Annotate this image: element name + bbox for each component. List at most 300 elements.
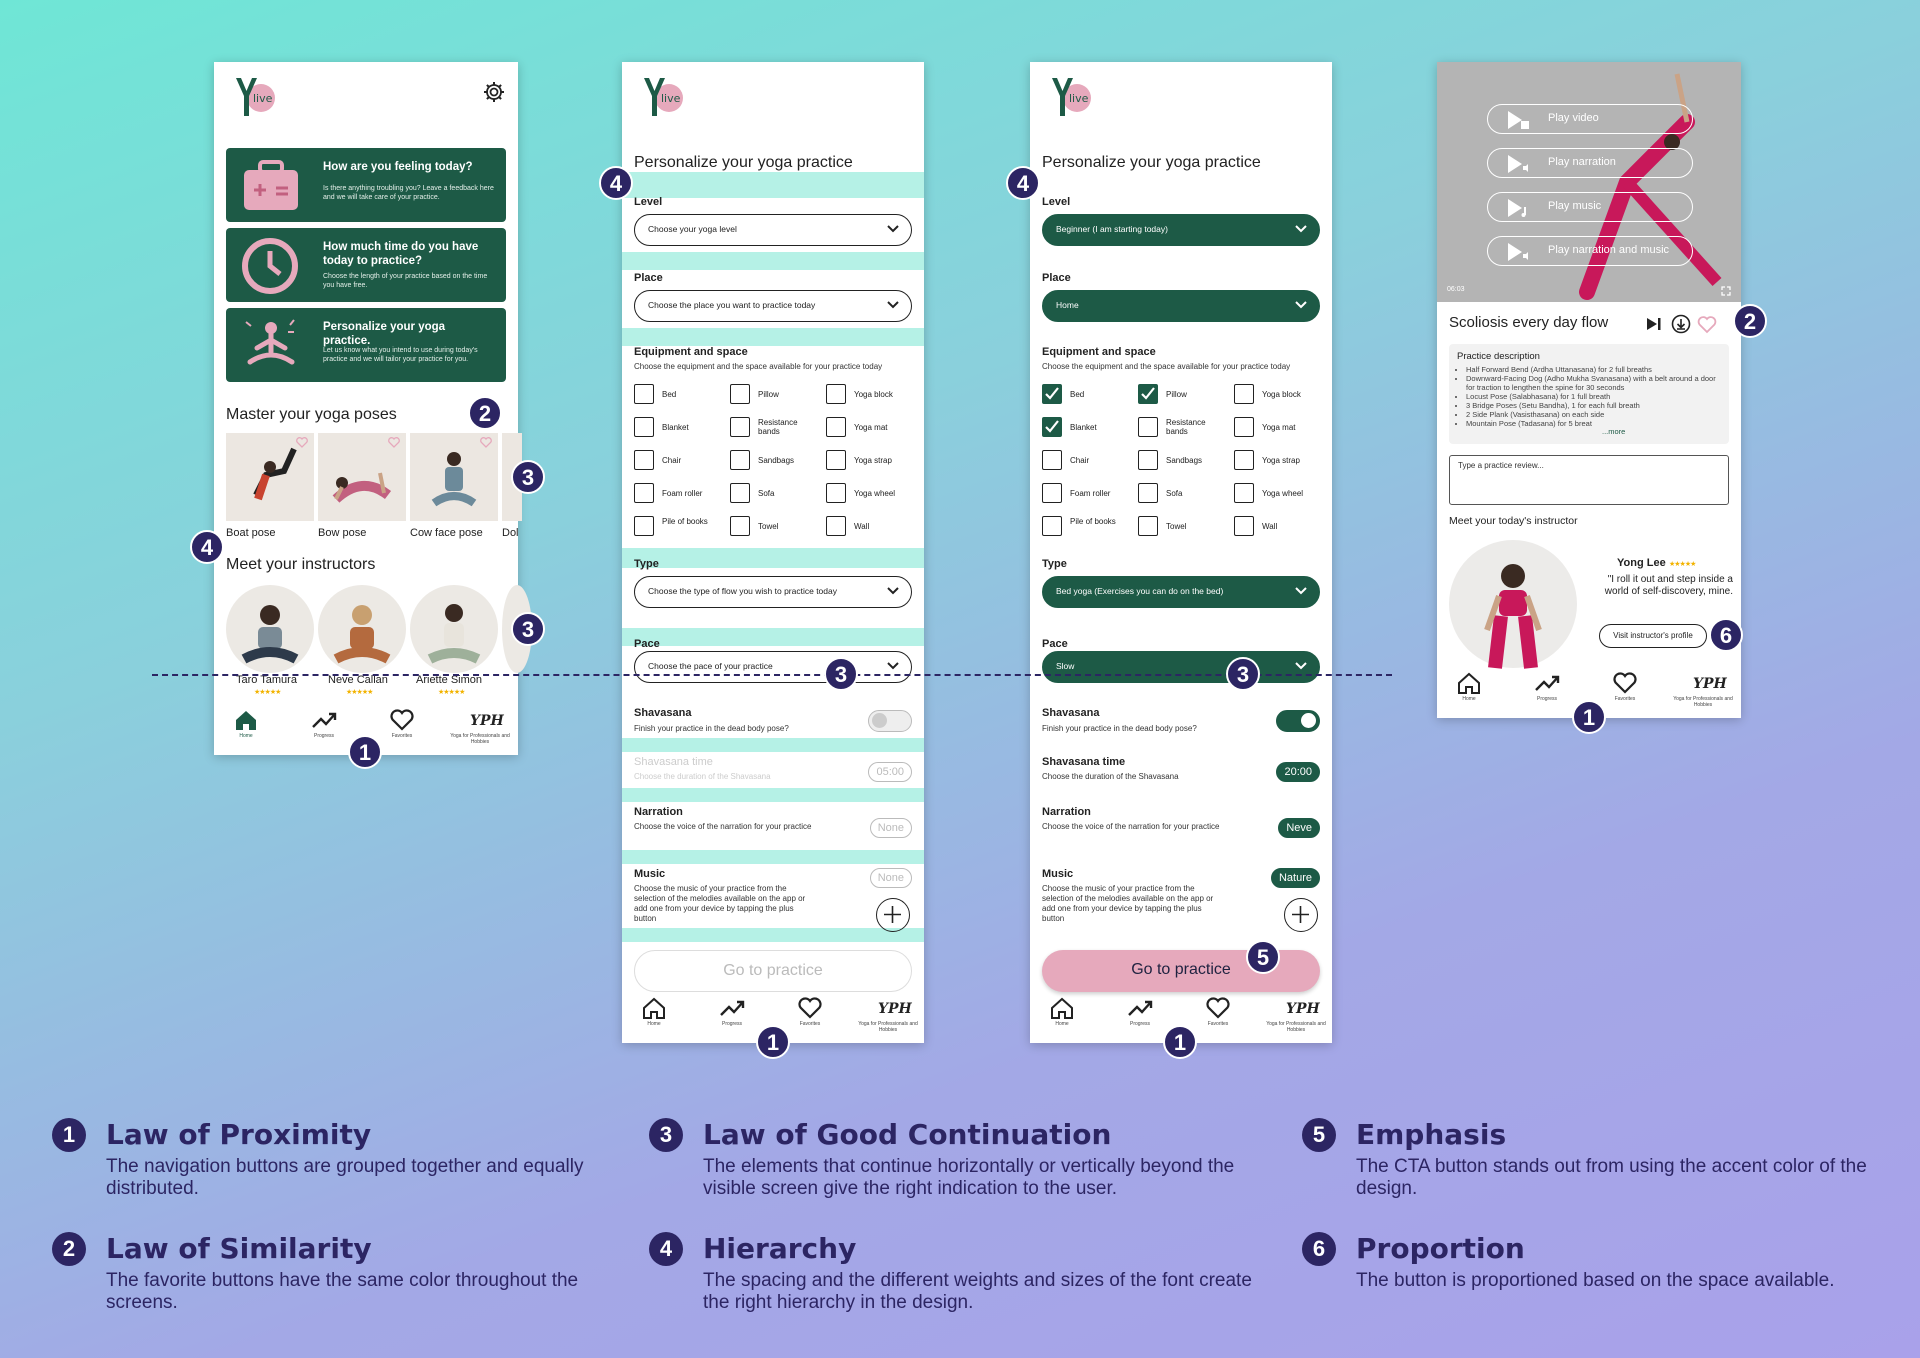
checkbox-wall[interactable] [826, 516, 846, 536]
checkbox-chair[interactable] [634, 450, 654, 470]
pose-label: Cow face pose [410, 527, 483, 539]
nav-home[interactable] [1032, 997, 1092, 1027]
instructor-section-title: Meet your today's instructor [1449, 515, 1578, 527]
badge-3: 3 [824, 657, 858, 691]
instructor-avatar[interactable] [410, 585, 498, 673]
instructor-name: Taro Tamura [236, 674, 297, 686]
checkbox-label: Foam roller [1070, 489, 1111, 498]
checkbox-label: Yoga block [1262, 390, 1301, 399]
go-to-practice-button[interactable]: Go to practice [634, 950, 912, 992]
dropdown-value: Bed yoga (Exercises you can do on the bed) [1056, 586, 1224, 596]
chevron-down-icon [1295, 586, 1307, 596]
description-item: • 2 Side Plank (Vasisthasana) on each side [1466, 410, 1721, 419]
checkbox-yoga-wheel[interactable] [826, 483, 846, 503]
checkbox-label: Resistance bands [758, 418, 798, 436]
nav-label: Favorites [1614, 696, 1636, 702]
legend-item-continuation [649, 1118, 1269, 1198]
checkbox-label: Pile of books [1070, 517, 1116, 526]
spacing-band [622, 172, 924, 198]
card-title: How are you feeling today? [323, 161, 473, 173]
rating-stars: ★★★★★ [254, 689, 281, 696]
button-label: Play narration [1548, 156, 1616, 168]
checkbox-label: Yoga strap [1262, 456, 1300, 465]
narration-label: Narration [634, 806, 683, 818]
ylive-logo [230, 74, 280, 118]
shavasana-toggle[interactable] [1276, 710, 1320, 732]
badge-5: 5 [1246, 940, 1280, 974]
spacing-band [622, 738, 924, 752]
badge-1: 1 [348, 735, 382, 769]
svg-text:live: live [253, 92, 273, 105]
add-music-button[interactable] [1284, 898, 1318, 932]
music-label: Music [634, 868, 666, 880]
chevron-down-icon [1295, 300, 1307, 310]
legend-desc: The elements that continue horizontally or vertically beyond the visible screen give the right indication to the user. [703, 1156, 1235, 1199]
add-music-button[interactable] [876, 898, 910, 932]
checkbox-label: Yoga block [854, 390, 893, 399]
badge-6: 6 [1709, 618, 1743, 652]
shavasana-desc: Finish your practice in the dead body pose? [1042, 724, 1197, 733]
page-title: Personalize your yoga practice [634, 154, 853, 171]
type-label: Type [634, 558, 659, 570]
button-label: Play music [1548, 200, 1602, 212]
checkbox-label: Pillow [1166, 390, 1187, 399]
level-label: Level [1042, 196, 1071, 208]
nav-label: Yoga for Professionals and Hobbies [858, 1021, 918, 1033]
checkbox-label: Yoga strap [854, 456, 892, 465]
shavasana-label: Shavasana [1042, 707, 1100, 719]
equipment-desc: Choose the equipment and the space available for your practice today [1042, 362, 1291, 371]
chevron-down-icon [1295, 661, 1307, 671]
checkbox-pillow[interactable] [1138, 384, 1158, 404]
checkbox-sofa[interactable] [730, 483, 750, 503]
check-icon [1043, 385, 1060, 402]
music-value[interactable]: Nature [1271, 868, 1320, 888]
dropdown-value: Choose the place you want to practice today [648, 300, 816, 310]
nav-label: Progress [313, 733, 334, 739]
shavasana-time-label: Shavasana time [1042, 756, 1126, 768]
pace-dropdown[interactable] [1042, 651, 1320, 683]
instructor-avatar[interactable] [318, 585, 406, 673]
legend-title: Hierarchy [703, 1232, 857, 1265]
nav-favorites[interactable] [1188, 997, 1248, 1027]
check-icon [1139, 385, 1156, 402]
video-player[interactable] [1437, 62, 1741, 302]
place-label: Place [634, 272, 663, 284]
checkbox-pile-of-books[interactable] [634, 516, 654, 536]
yph-logo-icon [467, 709, 504, 731]
practice-description [1449, 344, 1729, 444]
nav-label: Yoga for Professionals and Hobbies [1266, 1021, 1326, 1033]
play-music-icon [1506, 197, 1530, 219]
checkbox-yoga-strap[interactable] [1234, 450, 1254, 470]
chevron-down-icon [887, 586, 899, 596]
nav-label: Home [1462, 696, 1476, 702]
legend-desc: The button is proportioned based on the space available. [1356, 1270, 1835, 1291]
checkbox-bed[interactable] [634, 384, 654, 404]
pace-label: Pace [1042, 638, 1068, 650]
nav-label: Progress [721, 1021, 742, 1027]
legend-title: Proportion [1356, 1232, 1525, 1265]
instructor-quote: "I roll it out and step inside a world of self-discovery, mine. [1604, 574, 1733, 597]
favorite-heart-icon[interactable] [296, 437, 308, 448]
fullscreen-icon[interactable] [1721, 286, 1731, 296]
checkbox-label: Wall [854, 522, 870, 531]
shavasana-time-value[interactable]: 20:00 [1276, 762, 1320, 782]
personalize-filled-screen [1030, 62, 1332, 1043]
chevron-down-icon [1295, 224, 1307, 234]
badge-1: 1 [756, 1025, 790, 1059]
instructor-name: Ariette Simon [416, 674, 483, 686]
rating-stars: ★★★★★ [346, 689, 373, 696]
checkbox-label: Sandbags [758, 456, 795, 465]
description-item: • Half Forward Bend (Ardha Uttanasana) for 2 full breaths [1466, 365, 1721, 374]
checkbox-label: Yoga mat [854, 423, 888, 432]
badge-4: 4 [1006, 166, 1040, 200]
play-music-button[interactable] [1487, 192, 1693, 222]
nav-label: Home [239, 733, 253, 739]
legend-desc: The navigation buttons are grouped together and equally distributed. [106, 1156, 584, 1199]
legend-item-proportion [1302, 1232, 1902, 1312]
progress-icon [1534, 672, 1560, 694]
svg-text:live: live [661, 92, 681, 105]
heart-icon [797, 997, 823, 1019]
favorite-heart-icon[interactable] [388, 437, 400, 448]
place-label: Place [1042, 272, 1071, 284]
legend-number: 6 [1302, 1232, 1336, 1266]
dropdown-value: Choose the type of flow you wish to practice today [648, 586, 837, 596]
legend-title: Law of Similarity [106, 1232, 372, 1265]
nav-yph[interactable] [858, 997, 918, 1033]
fold-line [152, 674, 1392, 676]
checkbox-pillow[interactable] [730, 384, 750, 404]
download-icon[interactable] [1671, 314, 1691, 334]
rating-stars: ★★★★★ [1669, 561, 1696, 568]
type-label: Type [1042, 558, 1067, 570]
checkbox-label: Wall [1262, 522, 1278, 531]
badge-2: 2 [468, 396, 502, 430]
heart-icon [1205, 997, 1231, 1019]
checkbox-label: Chair [662, 456, 682, 465]
spacing-band [622, 252, 924, 270]
legend-desc: The spacing and the different weights and sizes of the font create the right hierarchy in the design. [703, 1270, 1252, 1313]
badge-4: 4 [190, 530, 224, 564]
description-title: Practice description [1457, 351, 1540, 362]
badge-2: 2 [1733, 304, 1767, 338]
description-item: • Downward-Facing Dog (Adho Mukha Svanasana) with a belt around a door for traction to lengthen the spine for 30 seconds [1466, 374, 1721, 392]
checkbox-label: Blanket [662, 423, 689, 432]
equipment-label: Equipment and space [1042, 346, 1156, 358]
personalize-empty-screen [622, 62, 924, 1043]
badge-1: 1 [1572, 700, 1606, 734]
play-narration-music-icon [1506, 241, 1530, 263]
flow-title: Scoliosis every day flow [1449, 314, 1609, 331]
svg-text:YPH: YPH [1286, 1001, 1320, 1017]
yph-logo-icon [875, 997, 912, 1019]
nav-label: Home [647, 1021, 661, 1027]
card-desc: Choose the length of your practice based on the time you have free. [323, 273, 488, 289]
pose-label: Dol [502, 527, 519, 539]
description-item: • Mountain Pose (Tadasana) for 5 breat [1466, 419, 1721, 428]
chevron-down-icon [887, 224, 899, 234]
nav-label: Home [1055, 1021, 1069, 1027]
nav-progress[interactable] [1110, 997, 1170, 1027]
type-dropdown[interactable] [1042, 576, 1320, 608]
checkbox-wall[interactable] [1234, 516, 1254, 536]
shavasana-desc: Finish your practice in the dead body pose? [634, 724, 789, 733]
check-icon [1043, 418, 1060, 435]
checkbox-foam-roller[interactable] [1042, 483, 1062, 503]
badge-3: 3 [1226, 657, 1260, 691]
spacing-band [622, 928, 924, 942]
checkbox-label: Bed [1070, 390, 1085, 399]
card-desc: Let us know what you intend to use during today's practice and we will tailor your practice for you. [323, 347, 478, 363]
ylive-logo [638, 74, 688, 118]
narration-label: Narration [1042, 806, 1091, 818]
shavasana-time-label: Shavasana time [634, 756, 713, 768]
checkbox-sandbags[interactable] [730, 450, 750, 470]
checkbox-foam-roller[interactable] [634, 483, 654, 503]
checkbox-yoga-strap[interactable] [826, 450, 846, 470]
music-desc: Choose the music of your practice from the selection of the melodies available on the app or add one from your device by tapping the plus button [634, 884, 806, 923]
button-label: Play narration and music [1548, 244, 1670, 256]
instructor-name: Yong Lee [1617, 557, 1666, 569]
legend-number: 3 [649, 1118, 683, 1152]
practice-review-input[interactable]: Type a practice review... [1449, 455, 1729, 505]
dropdown-value: Home [1056, 300, 1079, 310]
music-value[interactable]: None [870, 868, 912, 888]
equipment-desc: Choose the equipment and the space available for your practice today [634, 362, 883, 371]
shavasana-time-value[interactable]: 05:00 [868, 762, 912, 782]
spacing-band [622, 850, 924, 864]
play-icon [1506, 109, 1530, 131]
checkbox-label: Towel [758, 522, 779, 531]
nav-label: Favorites [1207, 1021, 1229, 1027]
pace-dropdown[interactable] [634, 651, 912, 683]
nav-home[interactable] [624, 997, 684, 1027]
checkbox-blanket[interactable] [634, 417, 654, 437]
equipment-label: Equipment and space [634, 346, 748, 358]
checkbox-label: Sandbags [1166, 456, 1203, 465]
legend-title: Law of Proximity [106, 1118, 372, 1151]
checkbox-label: Resistance bands [1166, 418, 1206, 436]
pose-label: Boat pose [226, 527, 276, 539]
dropdown-value: Beginner (I am starting today) [1056, 224, 1168, 234]
nav-yph[interactable] [450, 709, 510, 745]
level-label: Level [634, 196, 663, 208]
dropdown-value: Choose your yoga level [648, 224, 737, 234]
checkbox-label: Sofa [758, 489, 775, 498]
nav-home[interactable] [216, 709, 276, 739]
shavasana-time-desc: Choose the duration of the Shavasana [634, 772, 771, 781]
yph-logo-icon [1283, 997, 1320, 1019]
place-dropdown[interactable] [1042, 290, 1320, 322]
card-desc: Is there anything troubling you? Leave a feedback here and we will take care of your practice. [323, 185, 494, 201]
checkbox-bed[interactable] [1042, 384, 1062, 404]
spacing-band [622, 328, 924, 346]
checkbox-yoga-block[interactable] [826, 384, 846, 404]
home-icon [233, 709, 259, 731]
badge-3: 3 [511, 460, 545, 494]
checkbox-yoga-mat[interactable] [826, 417, 846, 437]
checkbox-label: Foam roller [662, 489, 703, 498]
nav-progress[interactable] [702, 997, 762, 1027]
progress-icon [719, 997, 745, 1019]
play-narration-music-button[interactable] [1487, 236, 1693, 266]
nav-label: Favorites [799, 1021, 821, 1027]
checkbox-yoga-wheel[interactable] [1234, 483, 1254, 503]
checkbox-label: Pile of books [662, 517, 708, 526]
ylive-logo [1046, 74, 1096, 118]
checkbox-sofa[interactable] [1138, 483, 1158, 503]
svg-text:live: live [1069, 92, 1089, 105]
legend-desc: The CTA button stands out from using the accent color of the design. [1356, 1156, 1867, 1199]
shavasana-toggle[interactable] [868, 710, 912, 732]
plus-icon [877, 899, 908, 930]
checkbox-pile-of-books[interactable] [1042, 516, 1062, 536]
checkbox-towel[interactable] [1138, 516, 1158, 536]
checkbox-blanket[interactable] [1042, 417, 1062, 437]
checkbox-towel[interactable] [730, 516, 750, 536]
badge-3: 3 [511, 612, 545, 646]
personalize-card[interactable] [226, 308, 506, 382]
feeling-card[interactable] [226, 148, 506, 222]
legend-desc: The favorite buttons have the same color throughout the screens. [106, 1270, 579, 1313]
checkbox-label: Bed [662, 390, 677, 399]
instructor-avatar[interactable] [226, 585, 314, 673]
svg-text:YPH: YPH [1693, 676, 1727, 692]
nav-label: Yoga for Professionals and Hobbies [450, 733, 510, 745]
description-list [1457, 365, 1721, 428]
description-item: • 3 Bridge Poses (Setu Bandha), 1 for each full breath [1466, 401, 1721, 410]
skip-next-icon[interactable] [1645, 316, 1663, 332]
nav-label: Yoga for Professionals and Hobbies [1673, 696, 1733, 708]
checkbox-label: Towel [1166, 522, 1187, 531]
spacing-band [622, 788, 924, 802]
play-video-button[interactable] [1487, 104, 1693, 134]
checkbox-yoga-block[interactable] [1234, 384, 1254, 404]
place-dropdown[interactable] [634, 290, 912, 322]
badge-1: 1 [1163, 1025, 1197, 1059]
checkbox-label: Yoga wheel [1262, 489, 1304, 498]
play-narration-button[interactable] [1487, 148, 1693, 178]
rating-stars: ★★★★★ [438, 689, 465, 696]
progress-icon [1127, 997, 1153, 1019]
shavasana-label: Shavasana [634, 707, 692, 719]
yph-logo-icon [1690, 672, 1727, 694]
checkbox-chair[interactable] [1042, 450, 1062, 470]
favorite-heart-icon[interactable] [1697, 316, 1717, 334]
meditation-icon [236, 314, 306, 376]
gear-icon[interactable] [482, 80, 506, 104]
heart-icon [389, 709, 415, 731]
nav-yph[interactable] [1673, 672, 1733, 708]
narration-value[interactable]: Neve [1278, 818, 1320, 838]
favorite-heart-icon[interactable] [480, 437, 492, 448]
legend-title: Law of Good Continuation [703, 1118, 1112, 1151]
checkbox-label: Pillow [758, 390, 779, 399]
nav-favorites[interactable] [1595, 672, 1655, 702]
practice-detail-screen [1437, 62, 1741, 718]
nav-progress[interactable] [1517, 672, 1577, 702]
legend-item-proximity [52, 1118, 612, 1198]
more-link[interactable]: ...more [1602, 427, 1626, 436]
visit-profile-button[interactable]: Visit instructor's profile [1599, 624, 1707, 648]
nav-yph[interactable] [1266, 997, 1326, 1033]
checkbox-resistance-bands[interactable] [730, 417, 750, 437]
svg-text:YPH: YPH [878, 1001, 912, 1017]
pose-label: Bow pose [318, 527, 367, 539]
instructor-photo[interactable] [1449, 540, 1577, 668]
level-dropdown[interactable] [634, 214, 912, 246]
description-item: • Locust Pose (Salabhasana) for 1 full breath [1466, 392, 1721, 401]
svg-text:YPH: YPH [470, 713, 504, 729]
instructors-section-title: Meet your instructors [226, 556, 376, 573]
spacing-band [622, 548, 924, 568]
button-label: Play video [1548, 112, 1599, 124]
legend-number: 2 [52, 1232, 86, 1266]
first-aid-icon [236, 154, 306, 216]
video-time: 06:03 [1447, 286, 1465, 293]
legend-title: Emphasis [1356, 1118, 1507, 1151]
type-dropdown[interactable] [634, 576, 912, 608]
legend-number: 1 [52, 1118, 86, 1152]
nav-home[interactable] [1439, 672, 1499, 702]
music-label: Music [1042, 868, 1074, 880]
progress-icon [311, 709, 337, 731]
yoga-pose-image [1437, 62, 1741, 302]
legend-item-hierarchy [649, 1232, 1269, 1312]
play-narration-icon [1506, 153, 1530, 175]
nav-label: Progress [1129, 1021, 1150, 1027]
clock-icon [236, 234, 306, 296]
card-title: Personalize your yoga practice. [323, 321, 446, 347]
spacing-band [622, 628, 924, 646]
shavasana-time-desc: Choose the duration of the Shavasana [1042, 772, 1179, 781]
nav-label: Progress [1536, 696, 1557, 702]
legend-item-similarity [52, 1232, 612, 1312]
checkbox-label: Sofa [1166, 489, 1183, 498]
go-to-practice-button[interactable]: Go to practice [1042, 950, 1320, 992]
home-icon [641, 997, 667, 1019]
home-icon [1456, 672, 1482, 694]
checkbox-label: Chair [1070, 456, 1090, 465]
page-title: Personalize your yoga practice [1042, 154, 1261, 171]
legend-number: 5 [1302, 1118, 1336, 1152]
dropdown-value: Slow [1056, 661, 1075, 671]
checkbox-resistance-bands[interactable] [1138, 417, 1158, 437]
home-icon [1049, 997, 1075, 1019]
chevron-down-icon [887, 300, 899, 310]
narration-desc: Choose the voice of the narration for your practice [1042, 822, 1220, 831]
nav-favorites[interactable] [780, 997, 840, 1027]
level-dropdown[interactable] [1042, 214, 1320, 246]
chevron-down-icon [887, 661, 899, 671]
legend-item-emphasis [1302, 1118, 1902, 1198]
legend-number: 4 [649, 1232, 683, 1266]
music-desc: Choose the music of your practice from the selection of the melodies available on the app or add one from your device by tapping the plus button [1042, 884, 1214, 923]
nav-progress[interactable] [294, 709, 354, 739]
time-card[interactable] [226, 228, 506, 302]
nav-label: Favorites [391, 733, 413, 739]
narration-value[interactable]: None [870, 818, 912, 838]
checkbox-label: Blanket [1070, 423, 1097, 432]
checkbox-sandbags[interactable] [1138, 450, 1158, 470]
nav-favorites[interactable] [372, 709, 432, 739]
checkbox-yoga-mat[interactable] [1234, 417, 1254, 437]
instructor-name: Neve Callan [328, 674, 388, 686]
card-title: How much time do you have today to practice? [323, 241, 479, 267]
